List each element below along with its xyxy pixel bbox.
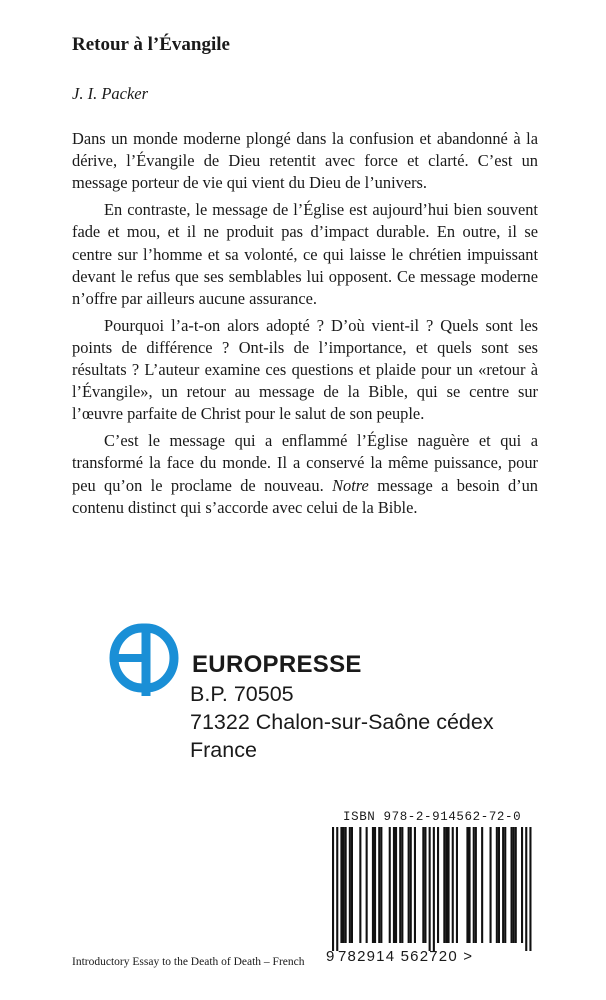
barcode-bar bbox=[521, 827, 523, 943]
barcode-bar bbox=[414, 827, 416, 943]
barcode-bar bbox=[422, 827, 424, 943]
back-cover-blurb bbox=[72, 128, 538, 519]
barcode-bar bbox=[511, 827, 513, 943]
barcode-bar bbox=[374, 827, 376, 943]
publisher-address-line: 71322 Chalon-sur-Saône cédex bbox=[190, 710, 494, 734]
barcode-bar bbox=[332, 827, 334, 951]
barcode-bar bbox=[345, 827, 347, 943]
barcode-bar bbox=[498, 827, 500, 943]
blurb-emphasis: Notre bbox=[332, 475, 369, 495]
barcode-bar bbox=[469, 827, 471, 943]
barcode-bar bbox=[429, 827, 431, 951]
book-author: J. I. Packer bbox=[72, 84, 149, 103]
barcode-bar bbox=[378, 827, 380, 943]
barcode-bar bbox=[490, 827, 492, 943]
footer-note: Introductory Essay to the Death of Death – French bbox=[72, 956, 305, 968]
barcode-bar bbox=[437, 827, 439, 943]
barcode-bar bbox=[410, 827, 412, 943]
publisher-name: EUROPRESSE bbox=[192, 651, 362, 678]
blurb-paragraph bbox=[72, 430, 538, 519]
barcode-bar bbox=[349, 827, 351, 943]
publisher-address-line: B.P. 70505 bbox=[190, 682, 294, 706]
barcode-bar bbox=[343, 827, 345, 943]
barcode-bar bbox=[401, 827, 403, 943]
barcode-bar bbox=[359, 827, 361, 943]
blurb-paragraph: Dans un monde moderne plongé dans la confusion et abandonné à la dérive, l’Évangile de Dieu retentit avec force et clarté. C’est un message porteur de vie qui vient du Dieu de l’univers. bbox=[72, 129, 538, 193]
barcode-bar bbox=[496, 827, 498, 943]
barcode-bar bbox=[380, 827, 382, 943]
barcode-bar bbox=[466, 827, 468, 943]
barcode-bar bbox=[443, 827, 445, 943]
barcode-bar bbox=[475, 827, 477, 943]
barcode-bar bbox=[502, 827, 504, 943]
barcode-bar bbox=[340, 827, 342, 943]
barcode-bar bbox=[389, 827, 391, 943]
barcode-bar bbox=[525, 827, 527, 951]
blurb-text: message a besoin d’un contenu distinct qui s’accorde avec celui de la Bible. bbox=[72, 475, 538, 517]
barcode-bar bbox=[473, 827, 475, 943]
barcode-bar bbox=[351, 827, 353, 943]
barcode-bar bbox=[448, 827, 450, 943]
barcode-bar bbox=[408, 827, 410, 943]
barcode-bar bbox=[395, 827, 397, 943]
barcode-bar bbox=[366, 827, 368, 943]
ean-first-digit: 9 bbox=[326, 948, 336, 965]
ean-digits: 782914 562720 > bbox=[338, 948, 474, 965]
isbn-label: ISBN 978-2-914562-72-0 bbox=[343, 810, 522, 824]
barcode-bar bbox=[529, 827, 531, 951]
book-title: Retour à l’Évangile bbox=[72, 34, 230, 55]
barcode-bar bbox=[372, 827, 374, 943]
barcode-bar bbox=[481, 827, 483, 943]
barcode-bar bbox=[393, 827, 395, 943]
barcode-bar bbox=[513, 827, 515, 943]
barcode-bar bbox=[456, 827, 458, 943]
blurb-text: C’est le message qui a enflammé l’Église naguère et qui a transformé la face du monde. Il a conservé la même puissance, pour peu qu’on le proclame de nouveau. bbox=[72, 431, 538, 495]
europresse-ep-logo-icon bbox=[108, 618, 186, 698]
barcode-bar bbox=[452, 827, 454, 943]
barcode-bar bbox=[515, 827, 517, 943]
barcode-bar bbox=[399, 827, 401, 943]
blurb-paragraph: Pourquoi l’a-t-on alors adopté ? D’où vient-il ? Quels sont les points de différence ? Ont-ils de l’importance, et quels sont ses résultats ? L’auteur examine ces questions et plaide pour un «retour à l’Évangile», un retour au message de la Bible, qui se centre sur l’œuvre parfaite de Christ pour le salut de son peuple. bbox=[72, 315, 538, 424]
barcode-bar bbox=[424, 827, 426, 943]
barcode-bar bbox=[336, 827, 338, 951]
barcode-bar bbox=[445, 827, 447, 943]
barcode-bar bbox=[433, 827, 435, 951]
barcode-bar bbox=[504, 827, 506, 943]
publisher-address-line: France bbox=[190, 738, 257, 762]
blurb-paragraph: En contraste, le message de l’Église est aujourd’hui bien souvent fade et mou, et il ne produit pas d’impact durable. En outre, il se centre sur l’homme et sa volonté, ce qui laisse le chrétien impuissant devant le refus que ses semblables lui opposent. Ce message moderne n’offre par ailleurs aucune assurance. bbox=[72, 200, 538, 308]
ean-barcode bbox=[318, 827, 540, 957]
